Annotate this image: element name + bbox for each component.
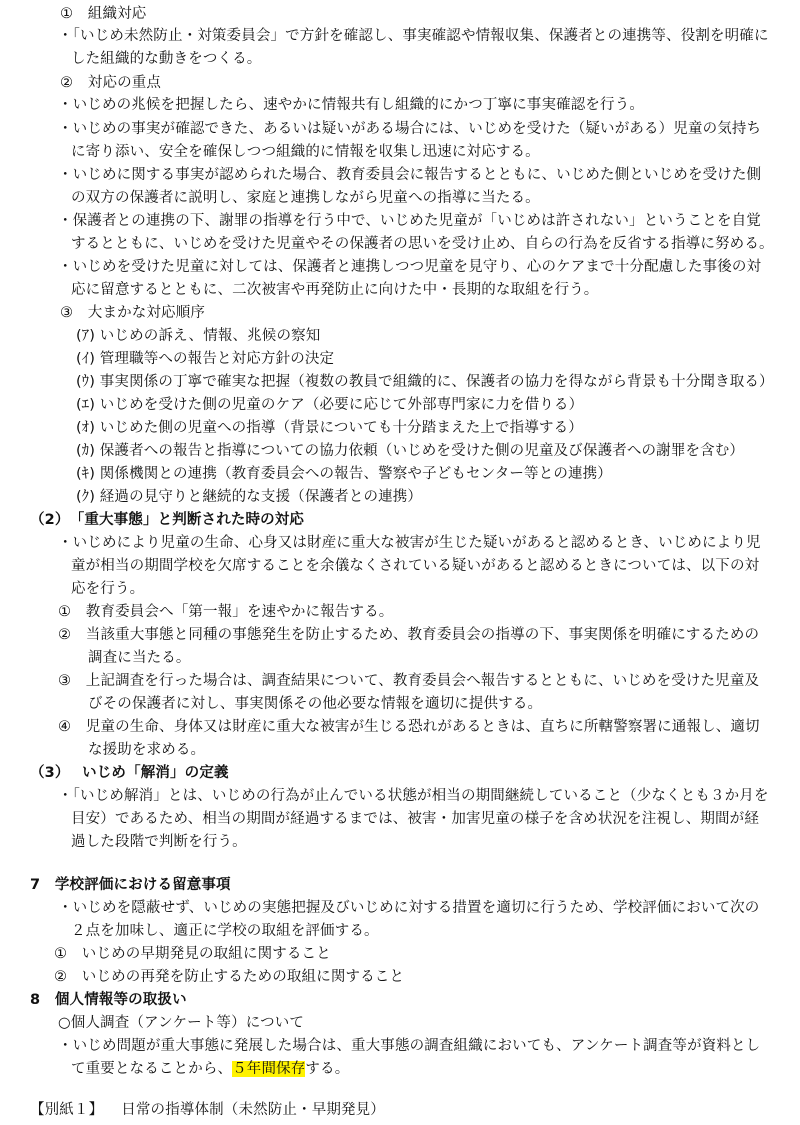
footer-caption [30,1100,385,1120]
section-8-line-1: ・いじめ問題が重大事態に発展した場合は、重大事態の調査組織においても、アンケート調査等が資料とし [58,1038,761,1054]
organization-text-line-2: した組織的な動きをつくる。 [71,51,262,67]
focus-bullet-1: ・いじめの兆候を把握したら、速やかに情報共有し組織的にかつ丁寧に事実確認を行う。 [58,97,644,113]
section-8-subheading: ○個人調査（アンケート等）について [58,1015,305,1031]
section-2-heading: （2） 「重大事態」と判断された時の対応 [30,512,305,528]
section-2-step-4-line-1: ④ 児童の生命、身体又は財産に重大な被害が生じる恐れがあるときは、直ちに所轄警察署に通報し、適切 [58,719,760,735]
footer-title: 日常の指導体制（未然防止・早期発見） [121,1102,385,1118]
footer-label: 【別紙１】 [30,1102,104,1118]
section-3-line-1: ・「いじめ解消」とは、いじめの行為が止んでいる状態が相当の期間継続していること（少なくとも３か月を [58,788,769,804]
order-item: (ｶ) 保護者への報告と指導についての協力依頼（いじめを受けた側の児童及び保護者への謝罪を含む） [76,443,745,459]
focus-bullet-2-line-2: に寄り添い、安全を確保しつつ組織的に情報を収集し迅速に対応する。 [71,144,540,160]
section-2-intro-line-2: 童が相当の期間学校を欠席することを余儀なくされている疑いがあると認めるときについては、以下の対 [71,558,760,574]
section-7-item-1: ① いじめの早期発見の取組に関すること [54,946,331,962]
focus-bullet-3-line-1: ・いじめに関する事実が認められた場合、教育委員会に報告するとともに、いじめた側といじめを受けた側 [58,167,762,183]
section-8-heading: 8 個人情報等の取扱い [30,992,187,1008]
order-item: (ｸ) 経過の見守りと継続的な支援（保護者との連携） [76,489,423,505]
focus-heading: ② 対応の重点 [60,75,162,91]
order-heading: ③ 大まかな対応順序 [60,305,205,321]
section-7-line-2: ２点を加味し、適正に学校の取組を評価する。 [71,923,379,939]
focus-bullet-4-line-1: ・保護者との連携の下、謝罪の指導を行う中で、いじめた児童が「いじめは許されない」ということを自覚 [58,213,761,229]
section-2-step-3-line-2: びその保護者に対し、事実関係その他必要な情報を適切に提供する。 [88,696,543,712]
section-8-line-2-before: て重要となることから、 [71,1061,233,1077]
retention-highlight: ５年間保存 [232,1061,306,1077]
section-8-line-2-after: する。 [305,1061,350,1077]
section-3-line-2: 目安）であるため、相当の期間が経過するまでは、被害・加害児童の様子を含め状況を注視し、期間が経 [71,811,759,827]
focus-bullet-2-line-1: ・いじめの事実が確認できた、あるいは疑いがある場合には、いじめを受けた（疑いがある）児童の気持ち [58,121,762,137]
section-2-step-1: ① 教育委員会へ「第一報」を速やかに報告する。 [58,604,394,620]
section-7-line-1: ・いじめを隠蔽せず、いじめの実態把握及びいじめに対する措置を適切に行うため、学校評価において次の [58,900,760,916]
section-7-heading: 7 学校評価における留意事項 [30,877,231,893]
organization-heading: ① 組織対応 [60,6,147,22]
section-8-line-2 [71,1059,349,1079]
section-2-intro-line-3: 応を行う。 [71,581,145,597]
order-item: (ｵ) いじめた側の児童への指導（背景についても十分踏まえた上で指導する） [76,420,583,436]
section-2-step-3-line-1: ③ 上記調査を行った場合は、調査結果について、教育委員会へ報告するとともに、いじめを受けた児童及 [58,673,760,689]
order-item: (ｳ) 事実関係の丁寧で確実な把握（複数の教員で組織的に、保護者の協力を得ながら背景も十分聞き取る） [76,374,774,390]
order-item: (ｴ) いじめを受けた側の児童のケア（必要に応じて外部専門家に力を借りる） [76,397,584,413]
section-2-step-2-line-2: 調査に当たる。 [88,650,191,666]
section-3-heading: （3） いじめ「解消」の定義 [30,765,229,781]
focus-bullet-5-line-1: ・いじめを受けた児童に対しては、保護者と連携しつつ児童を見守り、心のケアまで十分配慮した事後の対 [58,259,762,275]
section-7-item-2: ② いじめの再発を防止するための取組に関すること [54,969,405,985]
focus-bullet-4-line-2: するとともに、いじめを受けた児童やその保護者の思いを受け止め、自らの行為を反省する指導に努める。 [71,236,774,252]
order-item: (ｱ) いじめの訴え、情報、兆候の察知 [76,328,321,344]
section-3-line-3: 過した段階で判断を行う。 [71,834,247,850]
section-2-intro-line-1: ・いじめにより児童の生命、心身又は財産に重大な被害が生じた疑いがあると認めるとき、いじめにより児 [58,535,761,551]
organization-text-line-1: ・「いじめ未然防止・対策委員会」で方針を確認し、事実確認や情報収集、保護者との連携等、役割を明確に [58,28,769,44]
section-2-step-2-line-1: ② 当該重大事態と同種の事態発生を防止するため、教育委員会の指導の下、事実関係を明確にするための [58,627,760,643]
section-2-step-4-line-2: な援助を求める。 [88,742,206,758]
order-item: (ｲ) 管理職等への報告と対応方針の決定 [76,351,335,367]
focus-bullet-5-line-2: 応に留意するとともに、二次被害や再発防止に向けた中・長期的な取組を行う。 [71,282,599,298]
order-item: (ｷ) 関係機関との連携（教育委員会への報告、警察や子どもセンター等との連携） [76,466,612,482]
focus-bullet-3-line-2: の双方の保護者に説明し、家庭と連携しながら児童への指導に当たる。 [71,190,540,206]
